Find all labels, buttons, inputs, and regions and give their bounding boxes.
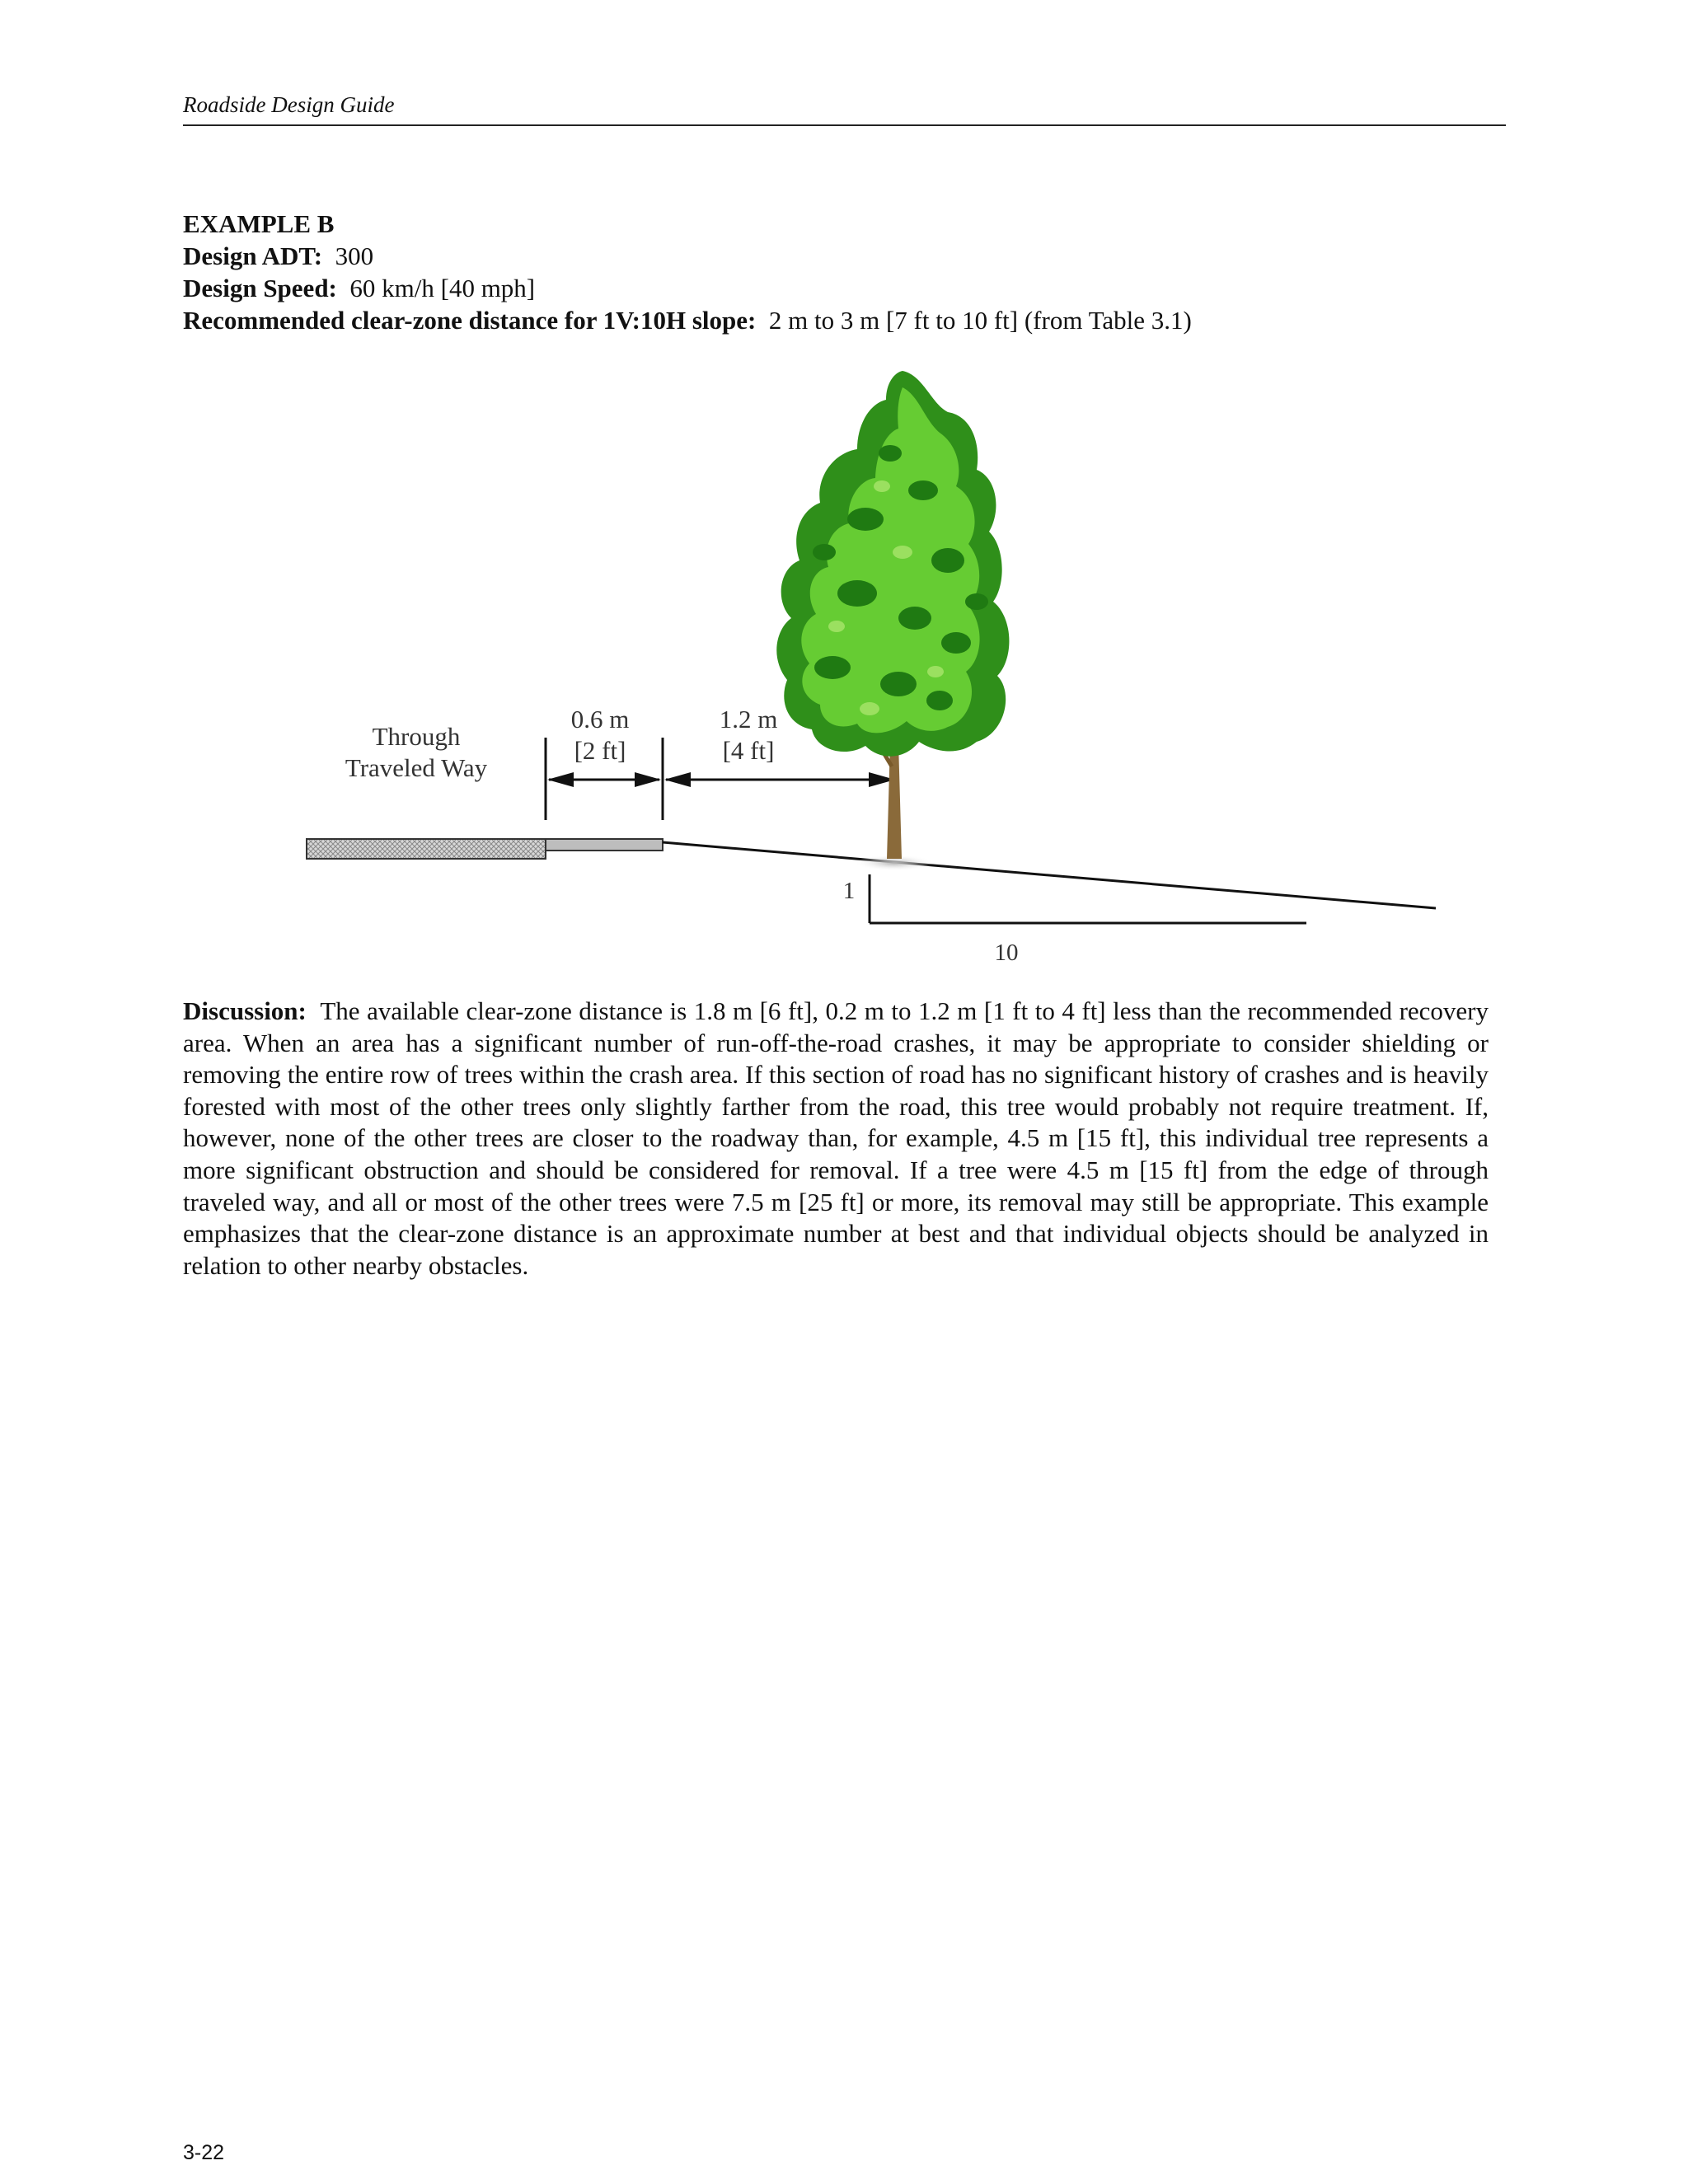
traveled-way-label-line1: Through xyxy=(372,722,461,751)
design-speed-label: Design Speed: xyxy=(183,274,337,302)
design-adt-value: 300 xyxy=(335,241,374,270)
discussion-label: Discussion: xyxy=(183,996,307,1025)
slope-ratio-indicator xyxy=(870,874,1306,923)
dim1-arrow xyxy=(547,772,661,787)
design-speed-value: 60 km/h [40 mph] xyxy=(349,274,536,302)
clear-zone-label: Recommended clear-zone distance for 1V:10H slope: xyxy=(183,306,757,335)
dim2-arrow xyxy=(664,772,895,787)
example-title-line xyxy=(183,208,1506,240)
discussion-text: The available clear-zone distance is 1.8 m [6 ft], 0.2 m to 1.2 m [1 ft to 4 ft] less than the recommended recovery area. When an area has a significant number of run-off-the-road crashes, it may be appropriate to consider shielding or removing the entire row of trees within the crash area. If this section of road has no significant history of crashes and is heavily forested with most of the other trees only slightly farther from the road, this tree would probably not require treatment. If, however, none of the other trees are closer to the roadway than, for example, 4.5 m [15 ft], this individual tree represents a more significant obstruction and should be considered for removal. If a tree were 4.5 m [15 ft] from the edge of through traveled way, and all or most of the other trees were 7.5 m [25 ft] or more, its removal may still be appropriate. This example emphasizes that the clear-zone distance is an approximate number at best and that individual objects should be analyzed in relation to other nearby obstacles. xyxy=(183,996,1489,1280)
example-title: EXAMPLE B xyxy=(183,209,335,238)
design-adt-label: Design ADT: xyxy=(183,241,323,270)
header-rule xyxy=(183,124,1506,126)
clear-zone-figure xyxy=(288,354,1459,981)
shoulder xyxy=(546,839,663,851)
traveled-way-label-line2: Traveled Way xyxy=(345,753,488,782)
tree-illustration xyxy=(776,371,1009,871)
foreslope-line xyxy=(663,842,1436,908)
traveled-way-pavement xyxy=(307,839,546,859)
page-number: 3-22 xyxy=(183,2141,225,2164)
dim2-metric-label: 1.2 m xyxy=(719,705,778,733)
dim1-imperial-label: [2 ft] xyxy=(574,736,626,765)
slope-vertical-label: 1 xyxy=(842,878,856,904)
dim2-imperial-label: [4 ft] xyxy=(722,736,775,765)
running-head: Roadside Design Guide xyxy=(183,92,395,117)
clear-zone-value: 2 m to 3 m [7 ft to 10 ft] (from Table 3.1) xyxy=(768,306,1192,335)
slope-horizontal-label: 10 xyxy=(994,940,1019,966)
discussion-paragraph xyxy=(183,996,1489,1282)
clear-zone-diagram xyxy=(288,354,1459,981)
design-speed-line xyxy=(183,272,1506,304)
design-adt-line xyxy=(183,240,1506,272)
example-header xyxy=(183,208,1506,336)
clear-zone-line xyxy=(183,304,1506,336)
dim1-metric-label: 0.6 m xyxy=(570,705,630,733)
